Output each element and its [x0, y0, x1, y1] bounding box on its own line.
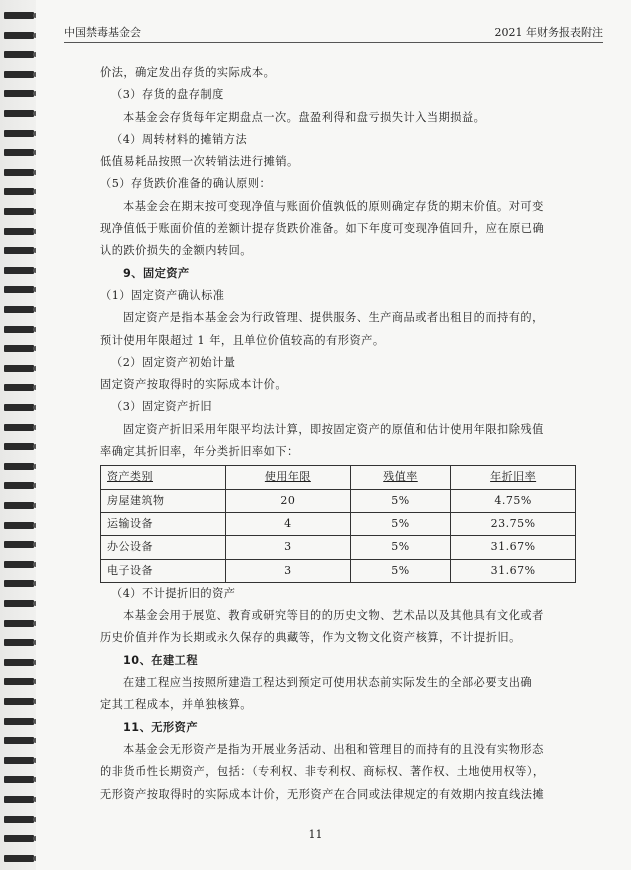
- table-cell: 3: [226, 559, 351, 582]
- binding-coil: [4, 247, 34, 254]
- binding-coil: [4, 678, 34, 685]
- table-cell: 20: [226, 489, 351, 512]
- table-cell: 5%: [350, 512, 450, 535]
- binding-coil: [4, 561, 34, 568]
- section-heading: 10、在建工程: [123, 653, 199, 667]
- binding-coil: [4, 502, 34, 509]
- body-line: 本基金会在期末按可变现净值与账面价值孰低的原则确定存货的期末价值。对可变: [123, 199, 544, 213]
- table-header-cell: 使用年限: [226, 466, 351, 489]
- binding-coil: [4, 90, 34, 97]
- depreciation-table: [100, 465, 576, 582]
- binding-coil: [4, 541, 34, 548]
- binding-coil: [4, 855, 34, 862]
- table-cell: 23.75%: [451, 512, 576, 535]
- table-cell: 5%: [350, 536, 450, 559]
- spiral-binding: [0, 0, 36, 870]
- binding-coil: [4, 32, 34, 39]
- page-number: 11: [308, 828, 323, 841]
- body-line: 本基金会无形资产是指为开展业务活动、出租和管理目的而持有的且没有实物形态: [123, 742, 544, 756]
- table-header-row: [101, 466, 576, 489]
- binding-coil: [4, 424, 34, 431]
- body-line: 的非货币性长期资产，包括：（专利权、非专利权、商标权、著作权、土地使用权等），: [100, 765, 545, 779]
- document-body: [100, 62, 586, 806]
- table-cell: 房屋建筑物: [101, 489, 226, 512]
- subheading: （5）存货跌价准备的确认原则：: [100, 177, 272, 191]
- binding-coil: [4, 267, 34, 274]
- body-line: 认的跌价损失的金额内转回。: [100, 244, 252, 258]
- binding-coil: [4, 208, 34, 215]
- body-line: 现净值低于账面价值的差额计提存货跌价准备。如下年度可变现净值回升，应在原已确: [100, 222, 545, 236]
- header-org: 中国禁毒基金会: [64, 26, 141, 39]
- binding-coil: [4, 776, 34, 783]
- table-row: [101, 536, 576, 559]
- binding-coil: [4, 12, 34, 19]
- binding-coil: [4, 51, 34, 58]
- binding-coil: [4, 718, 34, 725]
- binding-coil: [4, 404, 34, 411]
- binding-coil: [4, 463, 34, 470]
- binding-coil: [4, 149, 34, 156]
- binding-coil: [4, 188, 34, 195]
- binding-coil: [4, 816, 34, 823]
- table-header-cell: 年折旧率: [451, 466, 576, 489]
- body-line: 在建工程应当按照所建造工程达到预定可使用状态前实际发生的全部必要支出确: [123, 676, 533, 690]
- binding-coil: [4, 737, 34, 744]
- section-heading: 11、无形资产: [123, 720, 199, 734]
- section-heading: 9、固定资产: [123, 266, 190, 280]
- body-line: 固定资产按取得时的实际成本计价。: [100, 378, 288, 392]
- table-cell: 办公设备: [101, 536, 226, 559]
- table-cell: 31.67%: [451, 559, 576, 582]
- subheading: （2）固定资产初始计量: [111, 355, 236, 369]
- table-cell: 31.67%: [451, 536, 576, 559]
- binding-coil: [4, 345, 34, 352]
- binding-coil: [4, 443, 34, 450]
- table-cell: 电子设备: [101, 559, 226, 582]
- binding-coil: [4, 365, 34, 372]
- body-line: 固定资产折旧采用年限平均法计算，即按固定资产的原值和估计使用年限扣除残值: [123, 422, 544, 436]
- binding-coil: [4, 306, 34, 313]
- binding-coil: [4, 796, 34, 803]
- table-cell: 3: [226, 536, 351, 559]
- body-line: 固定资产是指本基金会为行政管理、提供服务、生产商品或者出租目的而持有的，: [123, 311, 544, 325]
- table-row: [101, 512, 576, 535]
- binding-coil: [4, 580, 34, 587]
- body-line: 价法，确定发出存货的实际成本。: [100, 66, 276, 79]
- body-line: 历史价值并作为长期或永久保存的典藏等，作为文物文化资产核算，不计提折旧。: [100, 631, 521, 645]
- binding-coil: [4, 698, 34, 705]
- body-line: 率确定其折旧率，年分类折旧率如下：: [100, 445, 299, 459]
- binding-coil: [4, 659, 34, 666]
- binding-coil: [4, 620, 34, 627]
- table-cell: 5%: [350, 559, 450, 582]
- table-cell: 4.75%: [451, 489, 576, 512]
- binding-coil: [4, 326, 34, 333]
- binding-coil: [4, 130, 34, 137]
- subheading: （3）固定资产折旧: [111, 400, 213, 414]
- header-report-title: 2021 年财务报表附注: [494, 26, 603, 39]
- table-cell: 4: [226, 512, 351, 535]
- binding-coil: [4, 757, 34, 764]
- binding-coil: [4, 169, 34, 176]
- subheading: （4）周转材料的摊销方法: [111, 132, 248, 146]
- body-line: 本基金会用于展览、教育或研究等目的的历史文物、艺术品以及其他具有文化或者: [123, 609, 544, 623]
- body-line: 低值易耗品按照一次转销法进行摊销。: [100, 155, 299, 169]
- subheading: （1）固定资产确认标准: [100, 288, 225, 302]
- binding-coil: [4, 522, 34, 529]
- body-line: 本基金会存货每年定期盘点一次。盘盈利得和盘亏损失计入当期损益。: [123, 110, 486, 124]
- binding-coil: [4, 482, 34, 489]
- table-header-cell: 资产类别: [101, 466, 226, 489]
- subheading: （4）不计提折旧的资产: [111, 586, 236, 600]
- table-cell: 运输设备: [101, 512, 226, 535]
- binding-coil: [4, 639, 34, 646]
- binding-coil: [4, 110, 34, 117]
- table-cell: 5%: [350, 489, 450, 512]
- body-line: 无形资产按取得时的实际成本计价，无形资产在合同或法律规定的有效期内按直线法摊: [100, 787, 545, 801]
- body-line: 定其工程成本，并单独核算。: [100, 698, 252, 712]
- binding-coil: [4, 384, 34, 391]
- binding-coil: [4, 71, 34, 78]
- body-line: 预计使用年限超过 1 年，且单位价值较高的有形资产。: [100, 333, 385, 347]
- binding-coil: [4, 286, 34, 293]
- binding-coil: [4, 228, 34, 235]
- table-row: [101, 489, 576, 512]
- table-header-cell: 残值率: [350, 466, 450, 489]
- page-header: [64, 24, 603, 43]
- table-row: [101, 559, 576, 582]
- binding-coil: [4, 600, 34, 607]
- subheading: （3）存货的盘存制度: [111, 88, 224, 102]
